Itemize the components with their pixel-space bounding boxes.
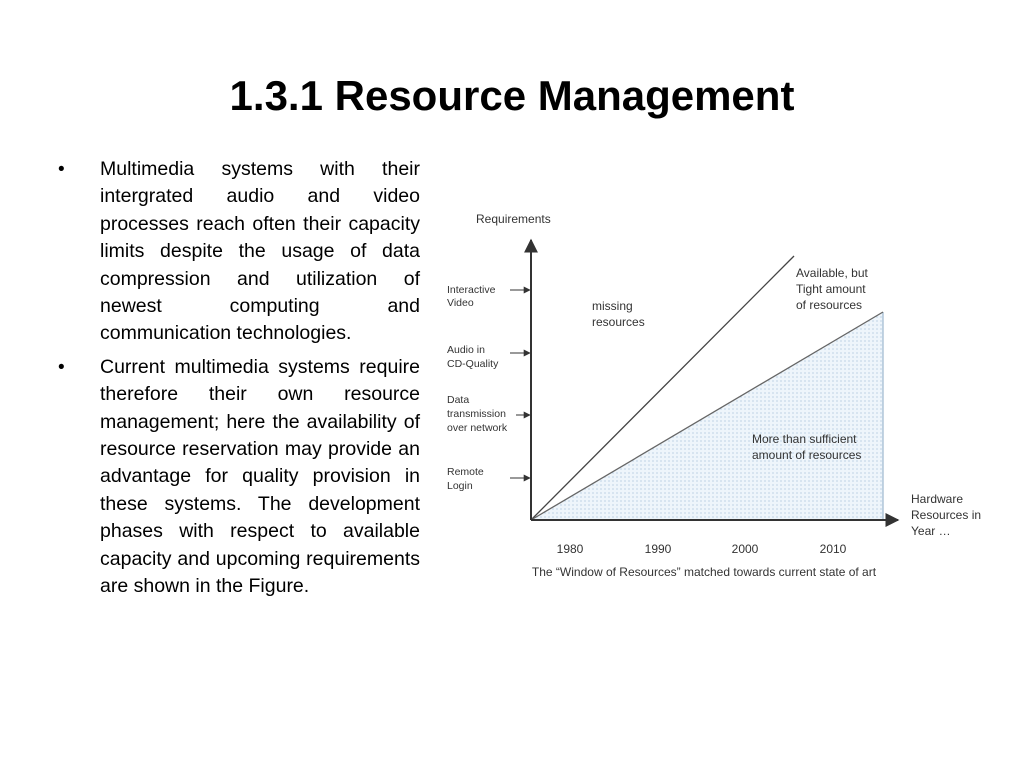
- figure-caption: The “Window of Resources” matched towards current state of art: [531, 565, 877, 579]
- x-tick-label: 1980: [556, 542, 584, 556]
- level-label-line: over network: [447, 422, 508, 434]
- bullet-item: [58, 156, 420, 348]
- bullet-text: Current multimedia systems require therefore their own resource management; here the availability of resource reservation may provide an advantage for quality provision in these systems. The development phases with respect to available capacity and upcoming requirements are shown in the Figure.: [100, 355, 420, 598]
- bullet-marker: •: [58, 356, 65, 378]
- resource-window-figure: [440, 200, 1000, 590]
- bullet-item: [58, 354, 420, 601]
- level-label-line: Audio in: [447, 344, 485, 356]
- missing-resources-label: [592, 299, 645, 329]
- x-tick-label: 2000: [731, 542, 759, 556]
- annotation-line: Tight amount: [796, 282, 866, 296]
- annotation-line: Available, but: [796, 266, 868, 280]
- x-tick-label: 2010: [819, 542, 847, 556]
- bullet-marker: •: [58, 159, 65, 180]
- level-label-line: CD-Quality: [447, 358, 499, 370]
- tight-resources-label: [796, 266, 871, 312]
- x-axis-title-line: Hardware: [911, 492, 964, 506]
- level-label-remote-login: [447, 466, 487, 492]
- annotation-line: of resources: [796, 298, 863, 312]
- level-label-data-transmission: [447, 394, 509, 434]
- y-axis-title: Requirements: [476, 212, 551, 226]
- bullet-text: Multimedia systems with their intergrated audio and video processes reach often their capacity limits despite the usage of data compression and utilization of newest computing and communication technologies.: [100, 158, 420, 345]
- x-axis-title-line: Year …: [911, 524, 951, 538]
- x-tick-label: 1990: [644, 542, 672, 556]
- level-label-line: Video: [447, 297, 474, 309]
- level-label-audio: [447, 344, 499, 370]
- annotation-line: More than sufficient: [752, 432, 857, 446]
- level-label-line: Remote: [447, 466, 484, 478]
- level-label-line: Login: [447, 480, 473, 492]
- level-label-line: Data: [447, 394, 470, 406]
- x-axis-title: [911, 492, 984, 538]
- x-axis-title-line: Resources in: [911, 508, 982, 522]
- resource-window-diagram: [440, 200, 1000, 590]
- level-label-line: transmission: [447, 408, 506, 420]
- annotation-line: amount of resources: [752, 448, 862, 462]
- annotation-line: resources: [592, 315, 645, 329]
- slide-title: 1.3.1 Resource Management: [229, 72, 795, 119]
- level-label-interactive-video: [447, 284, 498, 309]
- bullet-list: [58, 156, 420, 607]
- annotation-line: missing: [592, 299, 633, 313]
- level-label-line: Interactive: [447, 284, 496, 296]
